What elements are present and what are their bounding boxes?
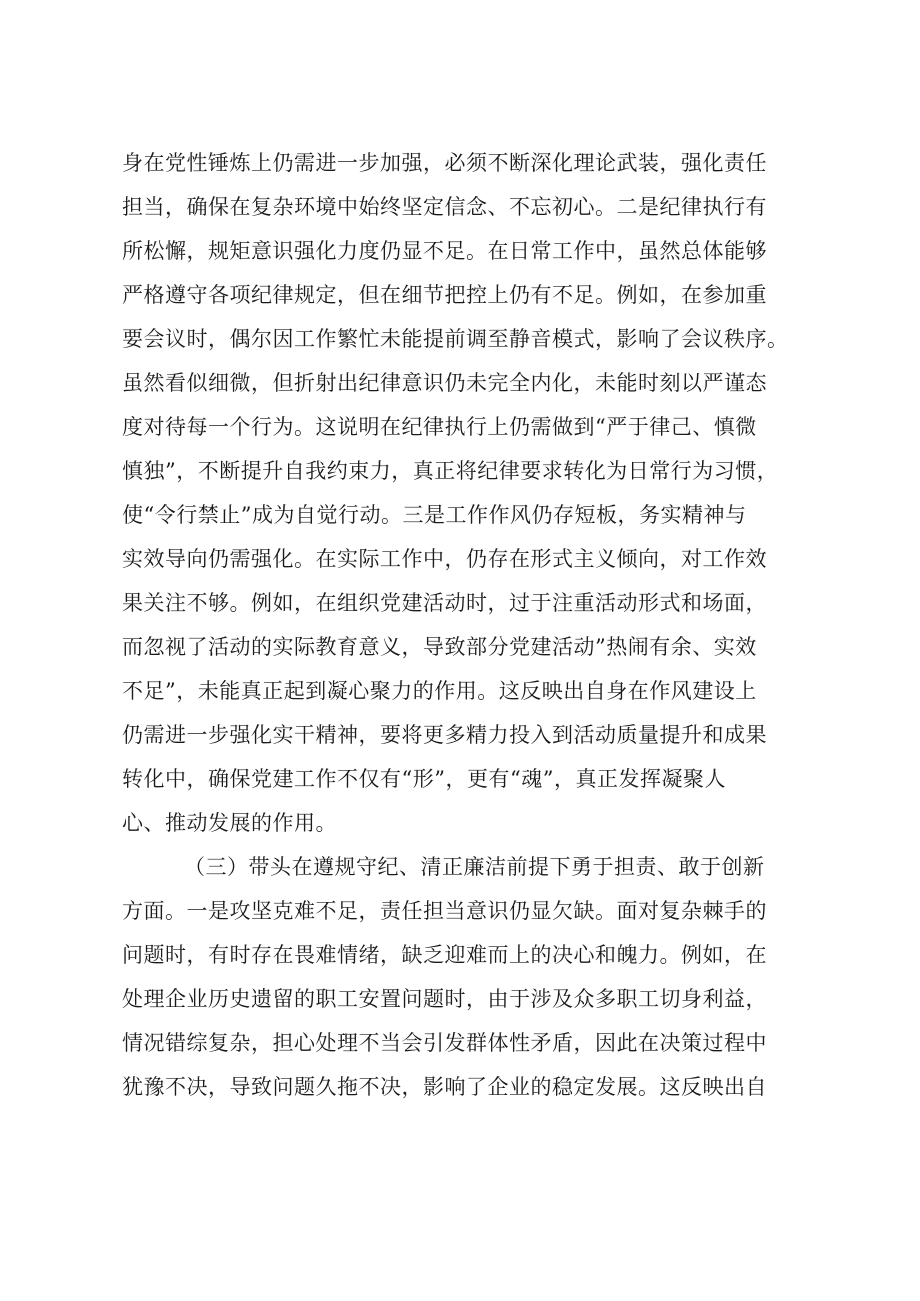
paragraph-line: 要会议时，偶尔因工作繁忙未能提前调至静音模式，影响了会议秩序。 — [122, 327, 789, 351]
paragraph-line: 身在党性锤炼上仍需进一步加强，必须不断深化理论武装，强化责任 — [122, 151, 767, 175]
paragraph-line: 虽然看似细微，但折射出纪律意识仍未完全内化，未能时刻以严谨态 — [122, 371, 767, 395]
paragraph-line: 问题时，有时存在畏难情绪，缺乏迎难而上的决心和魄力。例如，在 — [122, 943, 767, 967]
section-heading-line: （三）带头在遵规守纪、清正廉洁前提下勇于担责、敢于创新 — [184, 855, 765, 879]
paragraph-line: 方面。一是攻坚克难不足，责任担当意识仍显欠缺。面对复杂棘手的 — [122, 899, 767, 923]
paragraph-line: 犹豫不决，导致问题久拖不决，影响了企业的稳定发展。这反映出自 — [122, 1075, 767, 1099]
paragraph-line: 严格遵守各项纪律规定，但在细节把控上仍有不足。例如，在参加重 — [122, 283, 767, 307]
paragraph-line: 使“令行禁止”成为自觉行动。三是工作作风仍存短板，务实精神与 — [122, 503, 747, 527]
paragraph-line: 转化中，确保党建工作不仅有“形”，更有“魂”，真正发挥凝聚人 — [122, 767, 726, 791]
paragraph-line: 实效导向仍需强化。在实际工作中，仍存在形式主义倾向，对工作效 — [122, 547, 767, 571]
paragraph-line: 度对待每一个行为。这说明在纪律执行上仍需做到“严于律己、慎微 — [122, 415, 757, 439]
paragraph-line: 果关注不够。例如，在组织党建活动时，过于注重活动形式和场面， — [122, 591, 767, 615]
paragraph-line: 慎独”，不断提升自我约束力，真正将纪律要求转化为日常行为习惯， — [122, 459, 779, 483]
paragraph-line: 不足”，未能真正起到凝心聚力的作用。这反映出自身在作风建设上 — [122, 679, 757, 703]
paragraph-line: 而忽视了活动的实际教育意义，导致部分党建活动”热闹有余、实效 — [122, 635, 757, 659]
paragraph-line: 所松懈，规矩意识强化力度仍显不足。在日常工作中，虽然总体能够 — [122, 239, 767, 263]
paragraph-line: 情况错综复杂，担心处理不当会引发群体性矛盾，因此在决策过程中 — [122, 1031, 767, 1055]
paragraph-line: 仍需进一步强化实干精神，要将更多精力投入到活动质量提升和成果 — [122, 723, 767, 747]
paragraph-line: 处理企业历史遗留的职工安置问题时，由于涉及众多职工切身利益， — [122, 987, 767, 1011]
paragraph-line: 心、推动发展的作用。 — [122, 811, 337, 835]
paragraph-line: 担当，确保在复杂环境中始终坚定信念、不忘初心。二是纪律执行有 — [122, 195, 767, 219]
